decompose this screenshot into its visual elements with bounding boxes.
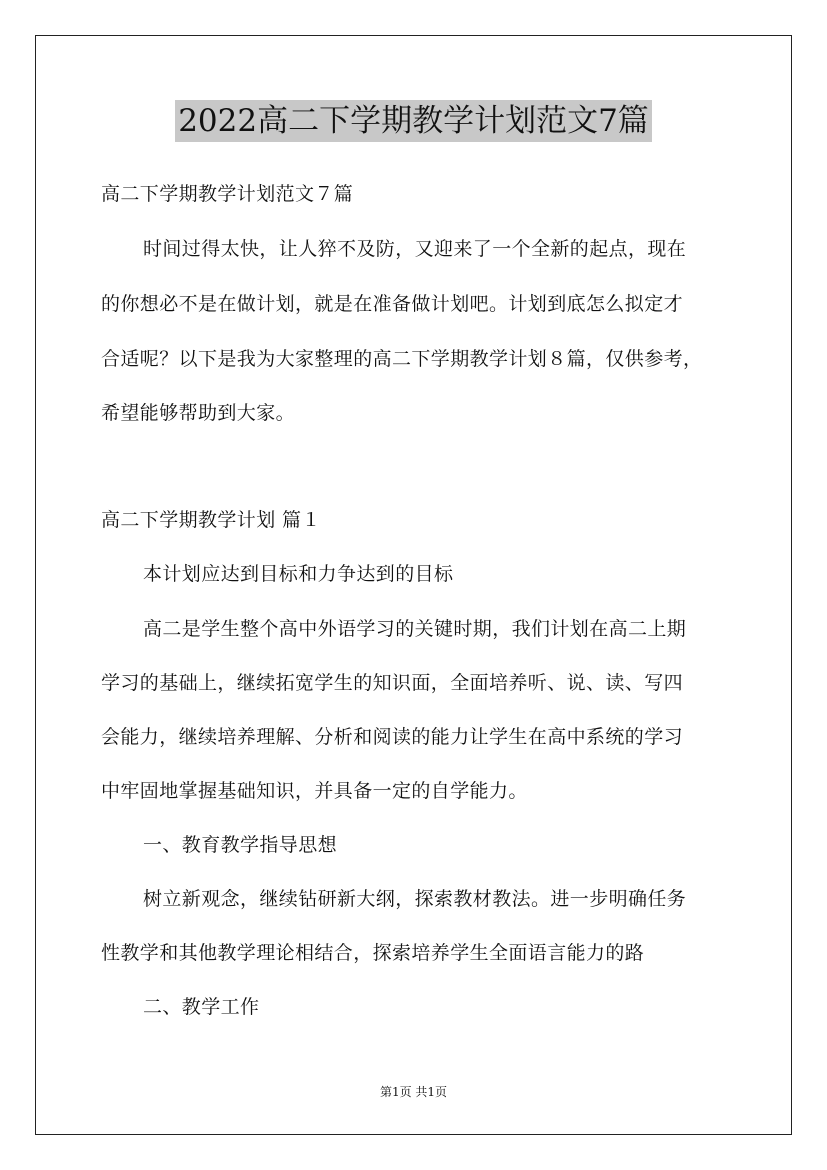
goal-line: 学习的基础上，继续拓宽学生的知识面，全面培养听、说、读、写四 xyxy=(101,672,684,694)
goal-line: 中牢固地掌握基础知识，并具备一定的自学能力。 xyxy=(101,780,528,802)
page-footer: 第1页 共1页 xyxy=(379,1085,448,1099)
goal-line: 高二是学生整个高中外语学习的关键时期，我们计划在高二上期 xyxy=(143,618,687,640)
heading-teaching-work: 二、教学工作 xyxy=(143,996,260,1018)
goal-heading: 本计划应达到目标和力争达到的目标 xyxy=(143,563,454,585)
goal-line: 会能力，继续培养理解、分析和阅读的能力让学生在高中系统的学习 xyxy=(101,726,684,748)
intro-line: 合适呢？以下是我为大家整理的高二下学期教学计划８篇，仅供参考， xyxy=(101,348,703,370)
section-heading: 高二下学期教学计划 篇１ xyxy=(101,509,321,531)
document-title: 2022高二下学期教学计划范文7篇 xyxy=(175,100,652,142)
title-container xyxy=(0,100,827,142)
guide-line: 树立新观念，继续钻研新大纲，探索教材教法。进一步明确任务 xyxy=(143,888,687,910)
guide-line: 性教学和其他教学理论相结合，探索培养学生全面语言能力的路 xyxy=(101,942,645,964)
intro-line: 的你想必不是在做计划，就是在准备做计划吧。计划到底怎么拟定才 xyxy=(101,293,684,315)
subtitle: 高二下学期教学计划范文７篇 xyxy=(101,183,354,205)
intro-line: 希望能够帮助到大家。 xyxy=(101,402,296,424)
heading-guiding-ideology: 一、教育教学指导思想 xyxy=(143,834,338,856)
intro-line: 时间过得太快，让人猝不及防，又迎来了一个全新的起点，现在 xyxy=(143,238,687,260)
